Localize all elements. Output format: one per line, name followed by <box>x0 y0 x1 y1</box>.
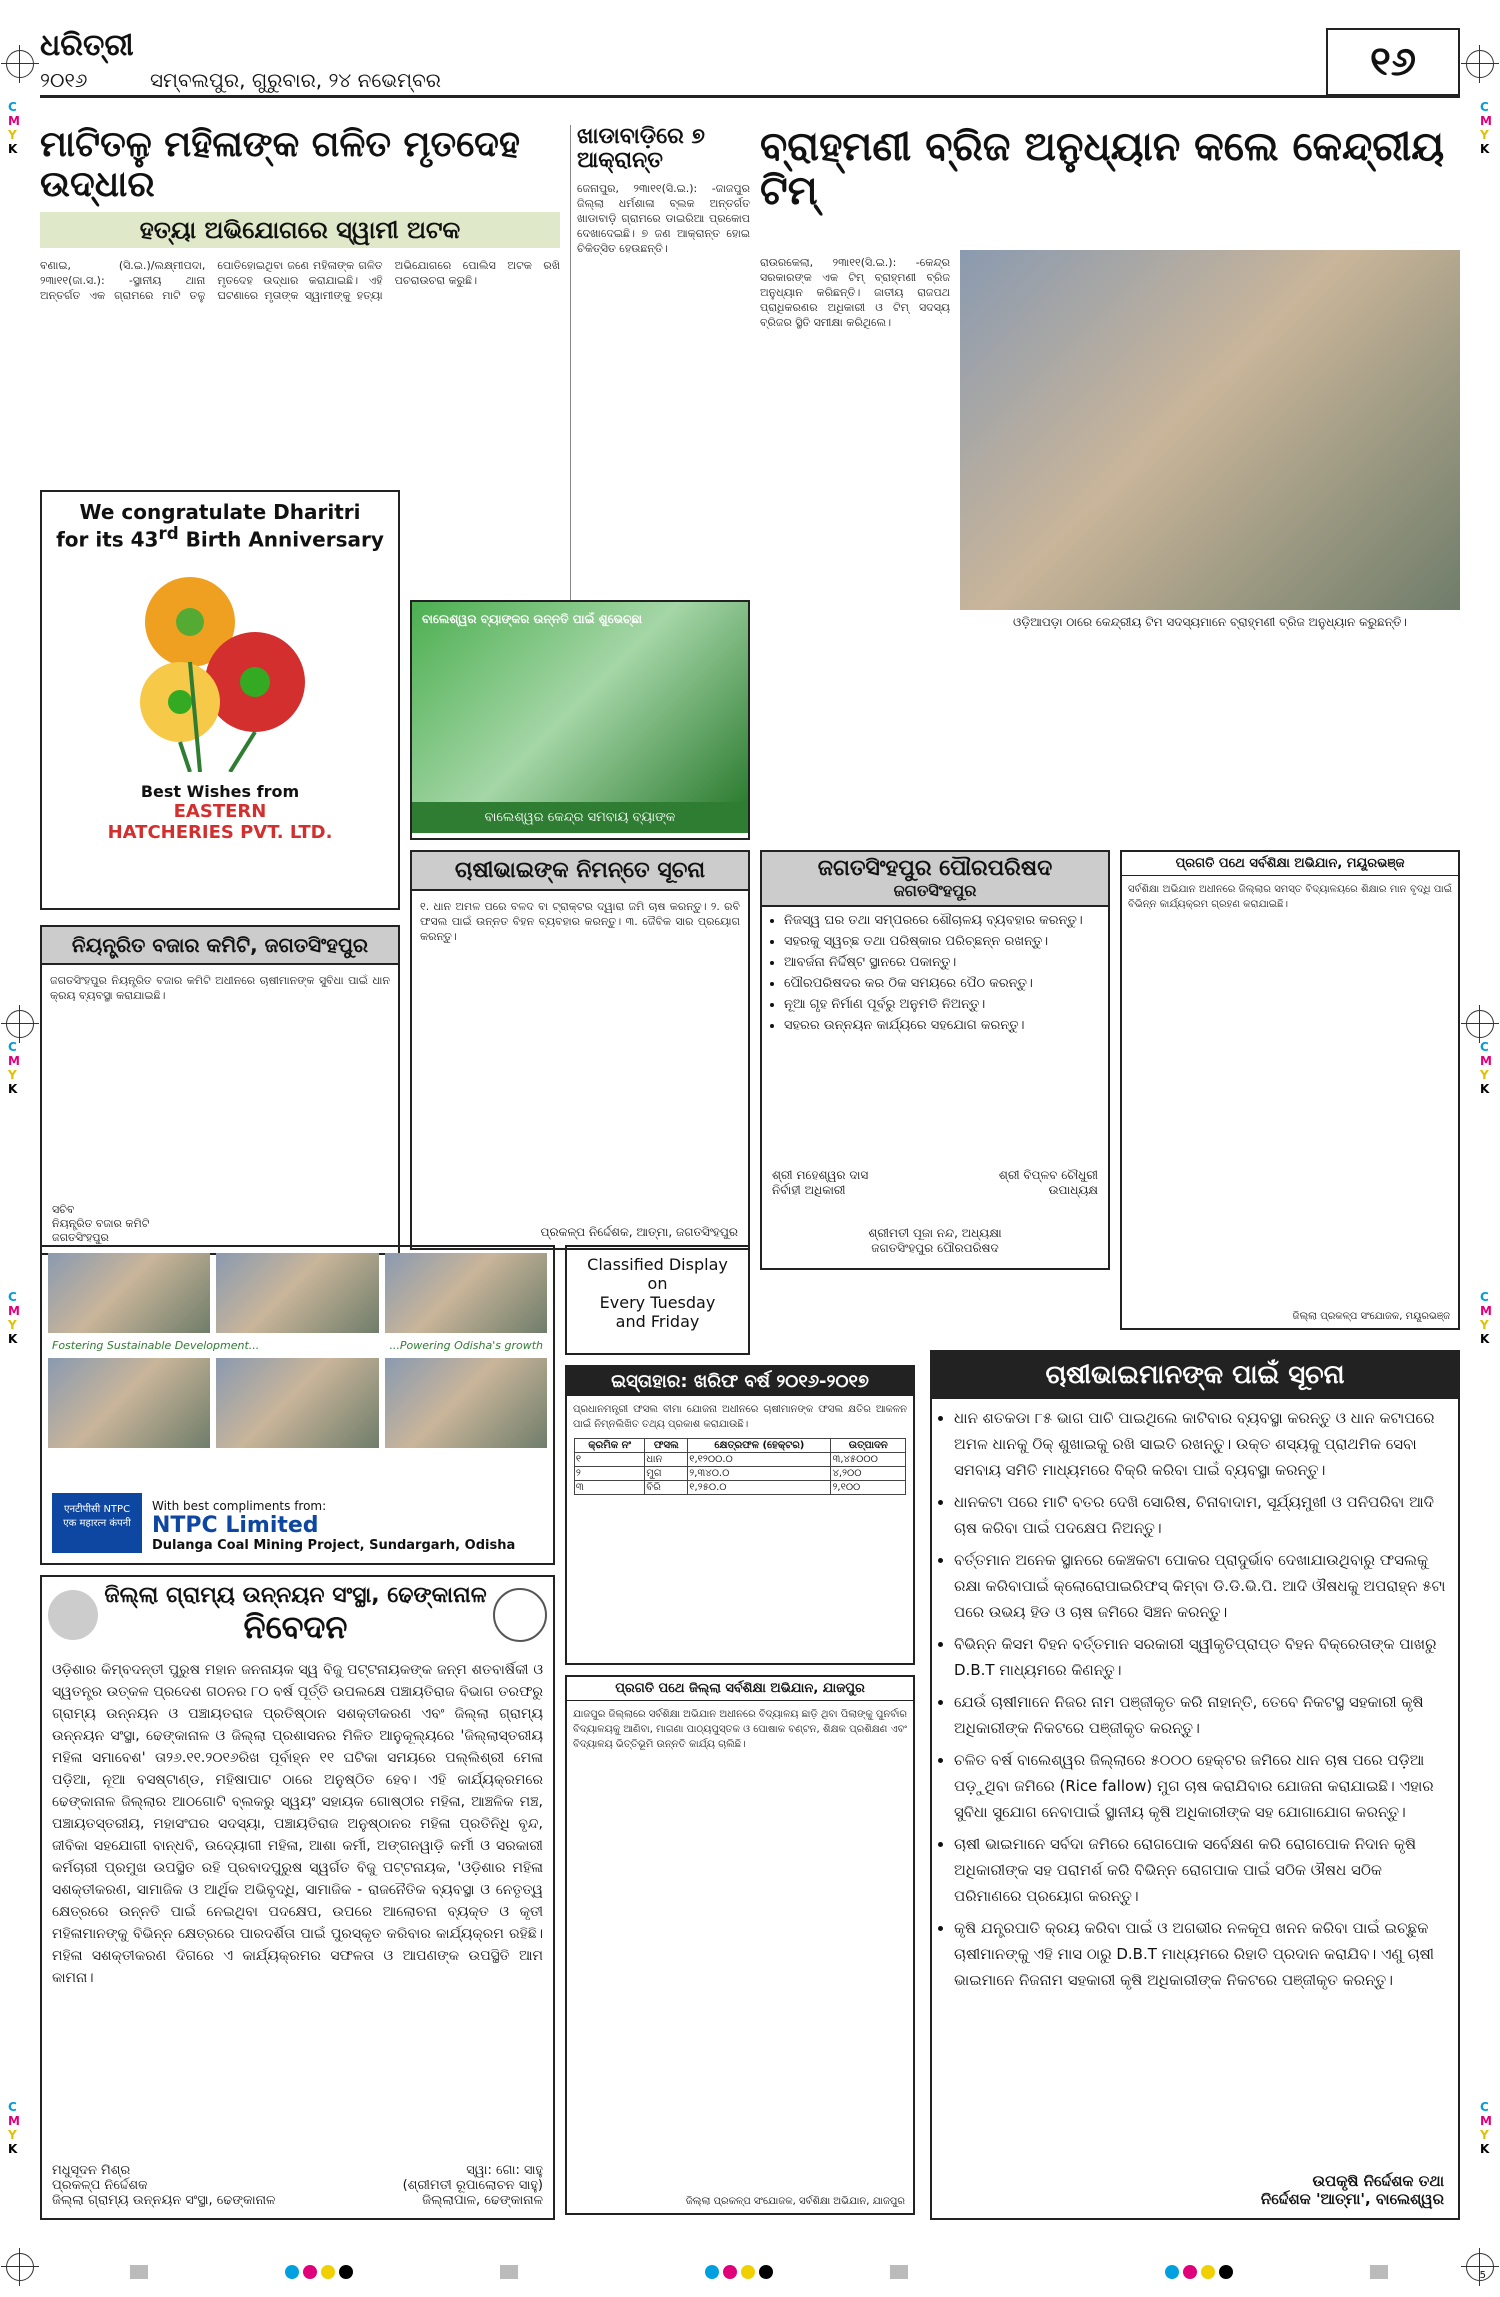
masthead <box>40 28 1460 98</box>
notice-market-committee <box>40 925 400 1255</box>
list-item: • ଆବର୍ଜନା ନିର୍ଦ୍ଦିଷ୍ଟ ସ୍ଥାନରେ ପକାନ୍ତୁ। <box>784 955 1102 970</box>
bank-ad-image <box>412 602 748 802</box>
notice-municipality-title: ଜଗତସିଂହପୁର ପୌରପରିଷଦ ଜଗତସିଂହପୁର <box>762 852 1108 907</box>
biju-patnaik-portrait-icon <box>48 1590 98 1640</box>
ad-congrats-line1: We congratulate Dharitri <box>79 500 361 524</box>
notice-sarva2-sign: ଜିଲ୍ଲା ପ୍ରକଳ୍ପ ସଂଯୋଜକ, ସର୍ବଶିକ୍ଷା ଅଭିଯାନ, ଯାଜପୁର <box>685 2196 905 2207</box>
page-number: ୧୬ <box>1326 28 1460 96</box>
kharif-table <box>574 1438 906 1495</box>
drda-sign-right: ସ୍ୱା: ଗୋ: ସାହୁ (ଶ୍ରୀମତୀ ରୂପାଲୋଚନ ସାହୁ) ଜିଲ୍ଲାପାଳ, ଢେଙ୍କାନାଳ <box>402 2163 543 2208</box>
ad-wishes: Best Wishes from <box>140 781 300 801</box>
notice-farmers2-list <box>932 1405 1458 1993</box>
list-item: • ପୌରପରିଷଦର କର ଠିକ ସମୟରେ ପୈଠ କରନ୍ତୁ। <box>784 976 1102 991</box>
table-row: ୩ ବିରି ୧,୨୫୦.୦ ୨,୧୦୦ <box>574 1481 905 1495</box>
drda-title: ଜିଲ୍ଲା ଗ୍ରାମ୍ୟ ଉନ୍ନୟନ ସଂସ୍ଥା, ଢେଙ୍କାନାଳ <box>104 1583 487 1608</box>
table-row: ୨ ମୁଗ ୨,୩୪୦.୦ ୪,୨୦୦ <box>574 1467 905 1481</box>
story3-headline: ବ୍ରାହ୍ମଣୀ ବ୍ରିଜ ଅନୁଧ୍ୟାନ କଲେ କେନ୍ଦ୍ରୀୟ ଟିମ୍ <box>760 125 1445 214</box>
ad-company-line1: EASTERN <box>173 800 267 822</box>
masthead-year: ୨୦୧୬ <box>40 68 88 92</box>
list-item: • ନିଜସ୍ୱ ଘର ତଥା ସମ୍ପରରେ ଶୌଚାଳୟ ବ୍ୟବହାର କରନ୍ତୁ। <box>784 913 1102 928</box>
ntpc-photo-row <box>42 1247 553 1339</box>
ntpc-logo-icon: एनटीपीसी NTPC एक महारत्न कंपनी <box>52 1493 142 1553</box>
grey-bar <box>890 2265 908 2279</box>
cmyk-marker-right-bottom: C M Y K <box>1480 2100 1492 2156</box>
bank-ad-text: ବାଲେଶ୍ୱର ବ୍ୟାଙ୍କର ଉନ୍ନତି ପାଇଁ ଶୁଭେଚ୍ଛା <box>422 612 642 626</box>
ad-balasore-bank <box>410 600 750 840</box>
ad-ntpc <box>40 1245 555 1565</box>
ntpc-captions: Fostering Sustainable Development... ...Powering Odisha's growth <box>52 1339 543 1352</box>
drda-subtitle: ନିବେଦନ <box>243 1608 348 1646</box>
grey-bar <box>500 2265 518 2279</box>
classified-display-box <box>565 1245 750 1355</box>
notice-sarva-title: ପ୍ରଗତି ପଥେ ସର୍ବଶିକ୍ଷା ଅଭିଯାନ, ମୟୂରଭଞ୍ଜ <box>1122 852 1458 876</box>
list-item: • ବିଭିନ୍ନ କିସମ ବିହନ ବର୍ତ୍ତମାନ ସରକାରୀ ସ୍ୱୀକୃତିପ୍ରାପ୍ତ ବିହନ ବିକ୍ରେତାଙ୍କ ପାଖରୁ D.B.T ମାଧ୍ୟମରେ କିଣନ୍ତୁ। <box>954 1631 1448 1683</box>
page-marker: 5 <box>1479 2270 1486 2281</box>
notice-farmers1-body: ୧. ଧାନ ଅମଳ ପରେ ବଳଦ ବା ଟ୍ରାକ୍ଟର ଦ୍ୱାରା ଜମି ଚାଷ କରନ୍ତୁ। ୨. ରବି ଫସଲ ପାଇଁ ଉନ୍ନତ ବିହନ ବ୍ୟବହାର କରନ୍ତୁ। ୩. ଜୈବିକ ସାର ପ୍ରୟୋଗ କରନ୍ତୁ। <box>420 900 740 943</box>
odisha-emblem-icon <box>493 1588 547 1642</box>
notice-drda-dhenkanal <box>40 1575 555 2220</box>
ntpc-company-block: With best compliments from: NTPC Limited Dulanga Coal Mining Project, Sundargarh, Odisha <box>152 1499 516 1553</box>
classified-line1: Classified Display <box>587 1255 728 1274</box>
registration-mark <box>6 50 34 78</box>
dateline: ସମ୍ବଲପୁର, ଗୁରୁବାର, ୨୪ ନଭେମ୍ବର <box>150 68 441 92</box>
notice-farmers-2 <box>930 1350 1460 2220</box>
drda-sign-left: ମଧୁସୂଦନ ମିଶ୍ର ପ୍ରକଳ୍ପ ନିର୍ଦ୍ଦେଶକ ଜିଲ୍ଲା ଗ୍ରାମ୍ୟ ଉନ୍ନୟନ ସଂସ୍ଥା, ଢେଙ୍କାନାଳ <box>52 2163 276 2208</box>
list-item: • ବର୍ତ୍ତମାନ ଅନେକ ସ୍ଥାନରେ କେଞ୍ଚକଟା ପୋକର ପ୍ରାଦୁର୍ଭାବ ଦେଖାଯାଉଥିବାରୁ ଫସଲକୁ ରକ୍ଷା କରିବାପାଇଁ କ୍ଲୋରୋପାଇରିଫସ୍ କିମ୍ବା ଡି.ଡି.ଭି.ପି. ଆଦି ଔଷଧକୁ ଅପରାହ୍ନ ୫ଟା ପରେ ଉଭୟ ହିଡ ଓ ଚାଷ ଜମିରେ ସିଞ୍ଚନ କରନ୍ତୁ। <box>954 1547 1448 1625</box>
color-bar <box>705 2265 773 2279</box>
notice-market-body: ଜଗତସିଂହପୁର ନିୟନ୍ତ୍ରିତ ବଜାର କମିଟି ଅଧୀନରେ ଚାଷୀମାନଙ୍କ ସୁବିଧା ପାଇଁ ଧାନ କ୍ରୟ ବ୍ୟବସ୍ଥା କରାଯାଇଛି। <box>50 974 390 1002</box>
notice-sarva-body: ସର୍ବଶିକ୍ଷା ଅଭିଯାନ ଅଧୀନରେ ଜିଲ୍ଲାର ସମସ୍ତ ବିଦ୍ୟାଳୟରେ ଶିକ୍ଷାର ମାନ ବୃଦ୍ଧି ପାଇଁ ବିଭିନ୍ନ କାର୍ଯ୍ୟକ୍ରମ ଗ୍ରହଣ କରାଯାଇଛି। <box>1128 884 1452 910</box>
cmyk-marker-left-mid: C M Y K <box>8 1040 20 1096</box>
notice-kharif <box>565 1365 915 1665</box>
list-item: • ଚାଷୀ ଭାଇମାନେ ସର୍ବଦା ଜମିରେ ରୋଗପୋକ ସର୍ବେକ୍ଷଣ କରି ରୋଗପୋକ ନିଦାନ କୃଷି ଅଧିକାରୀଙ୍କ ସହ ପରାମର୍ଶ କରି ବିଭିନ୍ନ ରୋଗପାକ ପାଇଁ ସଠିକ ଔଷଧ ସଠିକ ପରିମାଣରେ ପ୍ରୟୋଗ କରନ୍ତୁ। <box>954 1831 1448 1909</box>
ntpc-photo <box>385 1358 547 1448</box>
classified-line3: Every Tuesday <box>599 1293 716 1312</box>
notice-market-title: ନିୟନ୍ତ୍ରିତ ବଜାର କମିଟି, ଜଗତସିଂହପୁର <box>42 927 398 965</box>
cmyk-marker-right-mid: C M Y K <box>1480 1040 1492 1096</box>
drda-header <box>42 1577 553 1653</box>
ntpc-photo <box>385 1253 547 1333</box>
notice-municipality-sign-left: ଶ୍ରୀ ମହେଶ୍ୱର ଦାସ ନିର୍ବାହୀ ଅଧିକାରୀ <box>772 1168 869 1197</box>
flower-illustration <box>120 562 320 772</box>
grey-bar <box>130 2265 148 2279</box>
ad-company-line2: HATCHERIES PVT. LTD. <box>107 821 333 843</box>
grey-bar <box>1370 2265 1388 2279</box>
registration-mark <box>1466 50 1494 78</box>
story3-body: ରାଉରକେଲା, ୨୩ା୧୧(ସି.ଇ.): -କେନ୍ଦ୍ର ସରକାରଙ୍କ ଏକ ଟିମ୍ ବ୍ରାହ୍ମଣୀ ବ୍ରିଜ ଅନୁଧ୍ୟାନ କରିଛନ୍ତି। ଜାତୀୟ ରାଜପଥ ପ୍ରାଧିକରଣର ଅଧିକାରୀ ଓ ଟିମ୍ ସଦସ୍ୟ ବ୍ରିଜର ସ୍ଥିତି ସମୀକ୍ଷା କରିଥିଲେ। <box>760 256 950 329</box>
notice-sarva2-body: ଯାଜପୁର ଜିଲ୍ଲାରେ ସର୍ବଶିକ୍ଷା ଅଭିଯାନ ଅଧୀନରେ ବିଦ୍ୟାଳୟ ଛାଡ଼ି ଥିବା ପିଲାଙ୍କୁ ପୁନର୍ବାର ବିଦ୍ୟାଳୟକୁ ଆଣିବା, ମାଗଣା ପାଠ୍ୟପୁସ୍ତକ ଓ ପୋଷାକ ବଣ୍ଟନ, ଶିକ୍ଷକ ପ୍ରଶିକ୍ଷଣ ଏବଂ ବିଦ୍ୟାଳୟ ଭିତ୍ତିଭୂମି ଉନ୍ନତି କାର୍ଯ୍ୟ ଚାଲିଛି। <box>573 1709 907 1750</box>
list-item: • ସହରର ଉନ୍ନୟନ କାର୍ଯ୍ୟରେ ସହଯୋଗ କରନ୍ତୁ। <box>784 1018 1102 1033</box>
notice-kharif-title: ଇସ୍ତାହାର: ଖରିଫ ବର୍ଷ ୨୦୧୬-୨୦୧୭ <box>567 1367 913 1396</box>
ntpc-photo <box>216 1358 378 1448</box>
story-brahmani-bridge <box>760 125 1460 845</box>
story-dead-body <box>40 125 560 485</box>
registration-mark <box>6 1010 34 1038</box>
newspaper-logo: ଧରିତ୍ରୀ <box>40 28 134 63</box>
story1-subhead: ହତ୍ୟା ଅଭିଯୋଗରେ ସ୍ୱାମୀ ଅଟକ <box>40 212 560 248</box>
table-row: ୧ ଧାନ ୧,୧୨୦୦.୦ ୩,୪୫୦୦୦ <box>574 1453 905 1467</box>
classified-line2: on <box>647 1274 668 1293</box>
list-item: • କୃଷି ଯନ୍ତ୍ରପାତି କ୍ରୟ କରିବା ପାଇଁ ଓ ଅଗଭୀର ନଳକୂପ ଖନନ କରିବା ପାଇଁ ଇଚ୍ଛୁକ ଚାଷୀମାନଙ୍କୁ ଏହି ମାସ ଠାରୁ D.B.T ମାଧ୍ୟମରେ ରିହାତି ପ୍ରଦାନ କରାଯିବ। ଏଣୁ ଚାଷୀ ଭାଇମାନେ ନିଜନାମ ସହକାରୀ କୃଷି ଅଧିକାରୀଙ୍କ ନିକଟରେ ପଞ୍ଜୀକୃତ କରନ୍ତୁ। <box>954 1915 1448 1993</box>
registration-mark <box>6 2253 34 2281</box>
classified-line4: and Friday <box>615 1312 700 1331</box>
notice-municipality-list <box>762 913 1108 1033</box>
notice-farmers1-title: ଚାଷୀଭାଇଙ୍କ ନିମନ୍ତେ ସୂଚନା <box>412 852 748 891</box>
cmyk-marker-right-top: C M Y K <box>1480 100 1492 156</box>
notice-sarva-sign: ଜିଲ୍ଲା ପ୍ରକଳ୍ପ ସଂଯୋଜକ, ମୟୂରଭଞ୍ଜ <box>1292 1311 1450 1322</box>
notice-kharif-body: ପ୍ରଧାନମନ୍ତ୍ରୀ ଫସଲ ବୀମା ଯୋଜନା ଅଧୀନରେ ଚାଷୀମାନଙ୍କ ଫସଲ କ୍ଷତିର ଆକଳନ ପାଇଁ ନିମ୍ନଲିଖିତ ତଥ୍ୟ ପ୍ରକାଶ କରାଯାଉଛି। <box>573 1404 907 1430</box>
notice-municipality-sign-right: ଶ୍ରୀ ବିପ୍ଳବ ଚୌଧୁରୀ ଉପାଧ୍ୟକ୍ଷ <box>998 1168 1098 1197</box>
notice-sarva-shiksha-jajpur <box>565 1675 915 2215</box>
color-bar <box>285 2265 353 2279</box>
ntpc-photo-row-2 <box>42 1352 553 1454</box>
ntpc-photo <box>48 1253 210 1333</box>
story3-caption: ଓଡ଼ିଆପଡ଼ା ଠାରେ କେନ୍ଦ୍ରୀୟ ଟିମ ସଦସ୍ୟମାନେ ବ୍ରାହ୍ମଣୀ ବ୍ରିଜ ଅନୁଧ୍ୟାନ କରୁଛନ୍ତି। <box>1013 615 1407 629</box>
cmyk-marker-left-bottom: C M Y K <box>8 2100 20 2156</box>
cmyk-marker-left-top: C M Y K <box>8 100 20 156</box>
table-row: କ୍ରମିକ ନଂ ଫସଲ କ୍ଷେତ୍ରଫଳ (ହେକ୍ଟର) ଉତ୍ପାଦନ <box>574 1439 905 1453</box>
story2-body: ଜେନାପୁର, ୨୩ା୧୧(ସି.ଇ.): -ଜାଜପୁର ଜିଲ୍ଲା ଧର୍ମଶାଳା ବ୍ଲକ ଅନ୍ତର୍ଗତ ଖାଡାବାଡ଼ି ଗ୍ରାମରେ ଡାଇରିଆ ପ୍ରକୋପ ଦେଖାଦେଇଛି। ୭ ଜଣ ଆକ୍ରାନ୍ତ ହୋଇ ଚିକିତ୍ସିତ ହେଉଛନ୍ତି। <box>577 182 750 256</box>
story-diarrhoea <box>570 125 750 635</box>
cmyk-marker-right-low: C M Y K <box>1480 1290 1492 1346</box>
notice-municipality <box>760 850 1110 1270</box>
drda-body: ଓଡ଼ିଶାର କିମ୍ବଦନ୍ତୀ ପୁରୁଷ ମହାନ ଜନନାୟକ ସ୍ୱ ବିଜୁ ପଟ୍ଟନାୟକଙ୍କ ଜନ୍ମ ଶତବାର୍ଷିକୀ ଓ ସ୍ୱତନ୍ତ୍ର ଉତ୍କଳ ପ୍ରଦେଶ ଗଠନର ୮୦ ବର୍ଷ ପୂର୍ତ୍ତି ଉପଲକ୍ଷେ ପଞ୍ଚାୟତିରାଜ ବିଭାଗ ତରଫରୁ ଗ୍ରାମ୍ୟ ଉନ୍ନୟନ ଓ ପଞ୍ଚାୟତରାଜ ପ୍ରତିଷ୍ଠାନ ସଶକ୍ତୀକରଣ ଏବଂ ଜିଲ୍ଲା ଗ୍ରାମ୍ୟ ଉନ୍ନୟନ ସଂସ୍ଥା, ଢେଙ୍କାନାଳ ଓ ଜିଲ୍ଲା ପ୍ରଶାସନର ମିଳିତ ଆନୁକୂଲ୍ୟରେ 'ଜିଲ୍ଲାସ୍ତରୀୟ ମହିଳା ସମାବେଶ' ତା୨୬.୧୧.୨୦୧୬ରିଖ ପୂର୍ବାହ୍ନ ୧୧ ଘଟିକା ସମୟରେ ପଲ୍ଲିଶ୍ରୀ ମେଳା ପଡ଼ିଆ, ନୂଆ ବସଷ୍ଟାଣ୍ଡ, ମହିଷାପାଟ ଠାରେ ଅନୁଷ୍ଠିତ ହେବ। ଏହି କାର୍ଯ୍ୟକ୍ରମରେ ଢେଙ୍କାନାଳ ଜିଲ୍ଲାର ଆଠଗୋଟି ବ୍ଲକରୁ ସ୍ୱୟଂ ସହାୟକ ଗୋଷ୍ଠୀର ମହିଳା, ଆଞ୍ଚଳିକ ମଞ୍ଚ, ପଞ୍ଚାୟତସ୍ତରୀୟ, ମହାସଂଘର ସଦସ୍ୟା, ପଞ୍ଚାୟତିରାଜ ଅନୁଷ୍ଠାନର ମହିଳା ପ୍ରତିନିଧି ବୃନ୍ଦ, ଜୀବିକା ସହଯୋଗୀ ବାନ୍ଧବି, ଉଦ୍ୟୋଗୀ ମହିଳା, ଆଶା କର୍ମୀ, ଅଙ୍ଗନୱାଡ଼ି କର୍ମୀ ଓ ସରକାରୀ କର୍ମଚାରୀ ପ୍ରମୁଖ ଉପସ୍ଥିତ ରହି ପ୍ରବାଦପୁରୁଷ ସ୍ୱର୍ଗତ ବିଜୁ ପଟ୍ଟନାୟକ, 'ଓଡ଼ିଶାର ମହିଳା ସଶକ୍ତୀକରଣ, ସାମାଜିକ ଓ ଆର୍ଥିକ ଅଭିବୃଦ୍ଧି, ସାମାଜିକ - ରାଜନୈତିକ ବ୍ୟବସ୍ଥା ଓ ନେତୃତ୍ୱ କ୍ଷେତ୍ରରେ ଉନ୍ନତି ପାଇଁ ନେଇଥିବା ପଦକ୍ଷେପ, ଉପରେ ଆଲୋଚନା ବ୍ୟକ୍ତ ଓ କୃତୀ ମହିଳାମାନଙ୍କୁ ବିଭିନ୍ନ କ୍ଷେତ୍ରରେ ପାରଦର୍ଶିତା ପାଇଁ ପୁରସ୍କୃତ କରିବାର କାର୍ଯ୍ୟକ୍ରମ ରହିଛି। ମହିଳା ସଶକ୍ତୀକରଣ ଦିଗରେ ଏ କାର୍ଯ୍ୟକ୍ରମର ସଫଳତା ଓ ଆପଣଙ୍କ ଉପସ୍ଥିତି ଆମ କାମନା। <box>52 1662 543 1986</box>
notice-sarva2-title: ପ୍ରଗତି ପଥେ ଜିଲ୍ଲା ସର୍ବଶିକ୍ଷା ଅଭିଯାନ, ଯାଜପୁର <box>567 1677 913 1701</box>
story1-body: ବଣାଇ, (ସି.ଇ.)/ଲକ୍ଷ୍ମୀପଦା, ୨୩ା୧୧(ଜା.ସ.): -ସ୍ଥାନୀୟ ଥାନା ଅନ୍ତର୍ଗତ ଏକ ଗ୍ରାମରେ ମାଟି ତଳୁ ପୋତିହୋଇଥିବା ଜଣେ ମହିଳାଙ୍କ ଗଳିତ ମୃତଦେହ ଉଦ୍ଧାର କରାଯାଇଛି। ଏହି ଘଟଣାରେ ମୃତାଙ୍କ ସ୍ୱାମୀଙ୍କୁ ହତ୍ୟା ଅଭିଯୋଗରେ ପୋଲିସ ଅଟକ ରଖି ପଚରାଉଚରା କରୁଛି। <box>40 259 560 303</box>
cmyk-marker-left-low: C M Y K <box>8 1290 20 1346</box>
bridge-team-photo <box>960 250 1460 610</box>
ntpc-photo <box>48 1358 210 1448</box>
notice-farmers-1 <box>410 850 750 1250</box>
color-bar <box>1165 2265 1233 2279</box>
notice-municipality-sign-bottom: ଶ୍ରୀମତୀ ପୂଜା ନନ୍ଦ, ଅଧ୍ୟକ୍ଷା ଜଗତସିଂହପୁର ପୌରପରିଷଦ <box>868 1226 1002 1255</box>
notice-farmers1-sign: ପ୍ରକଳ୍ପ ନିର୍ଦ୍ଦେଶକ, ଆତ୍ମା, ଜଗତସିଂହପୁର <box>540 1225 738 1239</box>
story1-headline: ମାଟିତଳୁ ମହିଳାଙ୍କ ଗଳିତ ମୃତଦେହ ଉଦ୍ଧାର <box>40 125 520 205</box>
ad-congrats-line2: for its 43rd Birth Anniversary <box>56 524 384 552</box>
ad-eastern-hatcheries <box>40 490 400 910</box>
notice-sarva-shiksha-mayurbhanj <box>1120 850 1460 1330</box>
notice-market-sign: ସଚିବ ନିୟନ୍ତ୍ରିତ ବଜାର କମିଟି ଜଗତସିଂହପୁର <box>52 1203 150 1244</box>
list-item: • ଧାନ ଶତକଡା ୮୫ ଭାଗ ପାଚି ପାଇଥିଲେ କାଟିବାର ବ୍ୟବସ୍ଥା କରନ୍ତୁ ଓ ଧାନ କଟାପରେ ଅମଳ ଧାନକୁ ଠିକ୍ ଶୁଖାଇକୁ ରଖି ସାଇତି ରଖନ୍ତୁ। ଉକ୍ତ ଶସ୍ୟକୁ ପ୍ରାଥମିକ ସେବା ସମବାୟ ସମିତି ମାଧ୍ୟମରେ ବିକ୍ରି କରିବା ପାଇଁ ବ୍ୟବସ୍ଥା କରନ୍ତୁ। <box>954 1405 1448 1483</box>
list-item: • ଧାନକଟା ପରେ ମାଟି ବତର ଦେଖି ସୋରିଷ, ଚିନାବାଦାମ, ସୂର୍ଯ୍ୟମୁଖୀ ଓ ପନିପରିବା ଆଦି ଚାଷ କରିବା ପାଇଁ ପଦକ୍ଷେପ ନିଅନ୍ତୁ। <box>954 1489 1448 1541</box>
list-item: • ଚଳିତ ବର୍ଷ ବାଲେଶ୍ୱର ଜିଲ୍ଲାରେ ୫୦୦୦ ହେକ୍ଟର ଜମିରେ ଧାନ ଚାଷ ପରେ ପଡ଼ିଆ ପଡ଼ୁଥିବା ଜମିରେ (Rice fallow) ମୁଗ ଚାଷ କରାଯିବାର ଯୋଜନା କରାଯାଇଛି। ଏହାର ସୁବିଧା ସୁଯୋଗ ନେବାପାଇଁ ସ୍ଥାନୀୟ କୃଷି ଅଧିକାରୀଙ୍କ ସହ ଯୋଗାଯୋଗ କରନ୍ତୁ। <box>954 1747 1448 1825</box>
bank-ad-footer: ବାଲେଶ୍ୱର କେନ୍ଦ୍ର ସମବାୟ ବ୍ୟାଙ୍କ <box>412 802 748 833</box>
list-item: • ସହରକୁ ସ୍ୱଚ୍ଛ ତଥା ପରିଷ୍କାର ପରିଚ୍ଛନ୍ନ ରଖନ୍ତୁ। <box>784 934 1102 949</box>
list-item: • ଯେଉଁ ଚାଷୀମାନେ ନିଜର ନାମ ପଞ୍ଜୀକୃତ କରି ନାହାନ୍ତି, ତେବେ ନିକଟସ୍ଥ ସହକାରୀ କୃଷି ଅଧିକାରୀଙ୍କ ନିକଟରେ ପଞ୍ଜୀକୃତ କରନ୍ତୁ। <box>954 1689 1448 1741</box>
ntpc-photo <box>216 1253 378 1333</box>
notice-farmers2-title: ଚାଷୀଭାଇମାନଙ୍କ ପାଇଁ ସୂଚନା <box>932 1352 1458 1399</box>
notice-farmers2-sign: ଉପକୃଷି ନିର୍ଦ୍ଦେଶକ ତଥା ନିର୍ଦ୍ଦେଶକ 'ଆତ୍ମା', ବାଲେଶ୍ୱର <box>1260 2172 1444 2208</box>
story2-headline: ଖାଡାବାଡ଼ିରେ ୭ ଆକ୍ରାନ୍ତ <box>577 125 705 174</box>
registration-mark <box>1466 1010 1494 1038</box>
list-item: • ନୂଆ ଗୃହ ନିର୍ମାଣ ପୂର୍ବରୁ ଅନୁମତି ନିଅନ୍ତୁ। <box>784 997 1102 1012</box>
